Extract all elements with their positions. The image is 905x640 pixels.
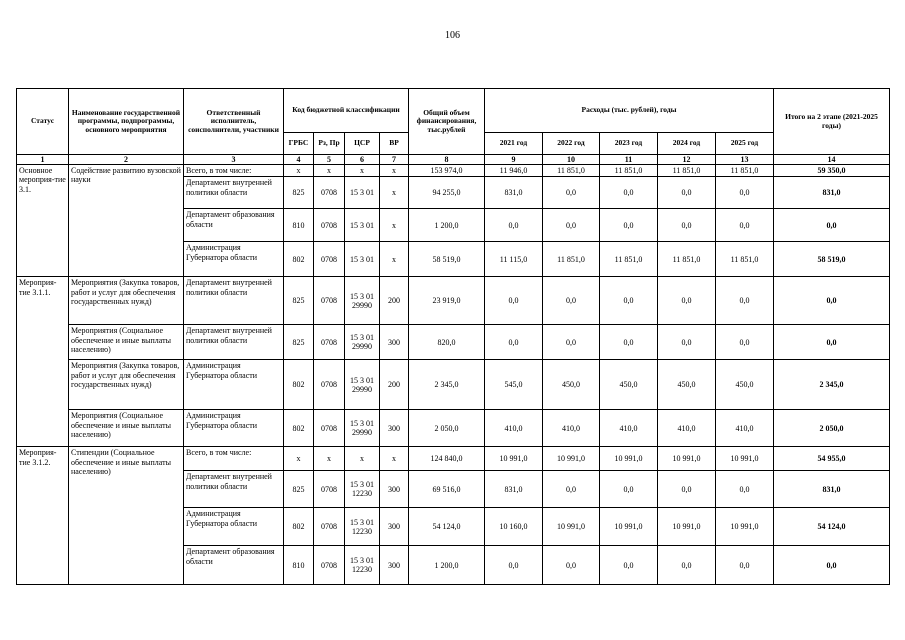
header-year: 2023 год xyxy=(600,133,658,155)
header-program-name: Наименование государственной программы, подпрограммы, основного мероприятия xyxy=(69,89,184,155)
column-number-row xyxy=(17,155,890,165)
header-grbs: ГРБС xyxy=(284,133,314,155)
vr-cell: х xyxy=(380,209,409,242)
vr-cell: 300 xyxy=(380,325,409,360)
vr-cell: 300 xyxy=(380,508,409,546)
year-cell: 0,0 xyxy=(600,209,658,242)
year-cell: 0,0 xyxy=(658,325,716,360)
year-cell: 11 115,0 xyxy=(485,242,543,277)
rzpr-cell: 0708 xyxy=(314,325,345,360)
executor-cell: Департамент внутренней политики области xyxy=(184,471,284,508)
rzpr-cell: 0708 xyxy=(314,546,345,585)
csr-cell: 15 3 01 xyxy=(345,177,380,209)
column-number: 4 xyxy=(284,155,314,165)
column-number: 14 xyxy=(774,155,890,165)
column-number: 6 xyxy=(345,155,380,165)
grbs-cell: 810 xyxy=(284,546,314,585)
year-cell: 410,0 xyxy=(485,410,543,447)
total-cell: 2 050,0 xyxy=(409,410,485,447)
column-number: 12 xyxy=(658,155,716,165)
grbs-cell: х xyxy=(284,447,314,471)
year-cell: 11 851,0 xyxy=(600,165,658,177)
year-cell: 10 991,0 xyxy=(485,447,543,471)
year-cell: 10 991,0 xyxy=(543,508,600,546)
column-number: 1 xyxy=(17,155,69,165)
year-cell: 0,0 xyxy=(543,546,600,585)
executor-cell: Всего, в том числе: xyxy=(184,165,284,177)
year-cell: 0,0 xyxy=(658,177,716,209)
year-cell: 0,0 xyxy=(543,209,600,242)
total-cell: 2 345,0 xyxy=(409,360,485,410)
name-cell: Мероприятия (Закупка товаров, работ и услуг для обеспечения государственных нужд) xyxy=(69,277,184,325)
total-cell: 94 255,0 xyxy=(409,177,485,209)
column-number: 11 xyxy=(600,155,658,165)
year-cell: 450,0 xyxy=(716,360,774,410)
year-cell: 10 991,0 xyxy=(600,508,658,546)
header-year: 2021 год xyxy=(485,133,543,155)
total-cell: 1 200,0 xyxy=(409,546,485,585)
executor-cell: Департамент внутренней политики области xyxy=(184,177,284,209)
grbs-cell: 802 xyxy=(284,242,314,277)
year-cell: 545,0 xyxy=(485,360,543,410)
year-cell: 11 851,0 xyxy=(543,242,600,277)
year-cell: 410,0 xyxy=(716,410,774,447)
header-expenses: Расходы (тыс. рублей), годы xyxy=(485,89,774,133)
rzpr-cell: 0708 xyxy=(314,471,345,508)
executor-cell: Администрация Губернатора области xyxy=(184,242,284,277)
total-cell: 1 200,0 xyxy=(409,209,485,242)
total-cell: 69 516,0 xyxy=(409,471,485,508)
header-budget-code: Код бюджетной классификации xyxy=(284,89,409,133)
year-cell: 0,0 xyxy=(600,277,658,325)
year-cell: 0,0 xyxy=(600,471,658,508)
header-rzpr: Рз, Пр xyxy=(314,133,345,155)
year-cell: 11 851,0 xyxy=(658,242,716,277)
csr-cell: 15 3 01 12230 xyxy=(345,508,380,546)
rzpr-cell: х xyxy=(314,447,345,471)
total-cell: 58 519,0 xyxy=(409,242,485,277)
table-row xyxy=(17,325,890,360)
status-cell: Основное мероприя-тие 3.1. xyxy=(17,165,69,277)
year-cell: 0,0 xyxy=(658,209,716,242)
csr-cell: 15 3 01 xyxy=(345,209,380,242)
year-cell: 0,0 xyxy=(485,325,543,360)
year-cell: 0,0 xyxy=(485,277,543,325)
name-cell: Мероприятия (Социальное обеспечение и иные выплаты населению) xyxy=(69,410,184,447)
csr-cell: х xyxy=(345,165,380,177)
csr-cell: 15 3 01 29990 xyxy=(345,325,380,360)
year-cell: 11 851,0 xyxy=(600,242,658,277)
grbs-cell: 825 xyxy=(284,177,314,209)
status-cell: Мероприя-тие 3.1.1. xyxy=(17,277,69,447)
header-csr: ЦСР xyxy=(345,133,380,155)
total-cell: 153 974,0 xyxy=(409,165,485,177)
name-cell: Мероприятия (Социальное обеспечение и иные выплаты населению) xyxy=(69,325,184,360)
header-total-stage: Итого на 2 этапе (2021-2025 годы) xyxy=(774,89,890,155)
csr-cell: 15 3 01 29990 xyxy=(345,410,380,447)
year-cell: 0,0 xyxy=(485,209,543,242)
year-cell: 0,0 xyxy=(600,177,658,209)
executor-cell: Всего, в том числе: xyxy=(184,447,284,471)
year-cell: 831,0 xyxy=(485,177,543,209)
column-number: 2 xyxy=(69,155,184,165)
year-cell: 0,0 xyxy=(658,546,716,585)
vr-cell: 200 xyxy=(380,360,409,410)
year-cell: 0,0 xyxy=(716,177,774,209)
year-cell: 10 991,0 xyxy=(600,447,658,471)
header-total-volume: Общий объем финансирования, тыс.рублей xyxy=(409,89,485,155)
column-number: 7 xyxy=(380,155,409,165)
table-row xyxy=(17,447,890,471)
stage-total-cell: 0,0 xyxy=(774,546,890,585)
year-cell: 11 946,0 xyxy=(485,165,543,177)
stage-total-cell: 54 955,0 xyxy=(774,447,890,471)
rzpr-cell: 0708 xyxy=(314,410,345,447)
year-cell: 10 991,0 xyxy=(658,447,716,471)
executor-cell: Департамент внутренней политики области xyxy=(184,277,284,325)
rzpr-cell: 0708 xyxy=(314,242,345,277)
header-year: 2024 год xyxy=(658,133,716,155)
table-row xyxy=(17,360,890,410)
year-cell: 0,0 xyxy=(543,471,600,508)
header-vr: ВР xyxy=(380,133,409,155)
csr-cell: 15 3 01 29990 xyxy=(345,360,380,410)
grbs-cell: х xyxy=(284,165,314,177)
year-cell: 450,0 xyxy=(543,360,600,410)
year-cell: 0,0 xyxy=(716,209,774,242)
year-cell: 450,0 xyxy=(600,360,658,410)
table-row xyxy=(17,277,890,325)
vr-cell: х xyxy=(380,177,409,209)
year-cell: 0,0 xyxy=(658,277,716,325)
year-cell: 11 851,0 xyxy=(658,165,716,177)
total-cell: 23 919,0 xyxy=(409,277,485,325)
executor-cell: Администрация Губернатора области xyxy=(184,508,284,546)
column-number: 10 xyxy=(543,155,600,165)
grbs-cell: 825 xyxy=(284,471,314,508)
header-year: 2022 год xyxy=(543,133,600,155)
year-cell: 0,0 xyxy=(600,325,658,360)
rzpr-cell: 0708 xyxy=(314,177,345,209)
year-cell: 0,0 xyxy=(543,277,600,325)
vr-cell: 300 xyxy=(380,410,409,447)
page-number: 106 xyxy=(445,30,460,41)
csr-cell: х xyxy=(345,447,380,471)
year-cell: 0,0 xyxy=(485,546,543,585)
vr-cell: х xyxy=(380,242,409,277)
year-cell: 10 991,0 xyxy=(716,447,774,471)
year-cell: 450,0 xyxy=(658,360,716,410)
total-cell: 124 840,0 xyxy=(409,447,485,471)
csr-cell: 15 3 01 12230 xyxy=(345,471,380,508)
vr-cell: 300 xyxy=(380,546,409,585)
year-cell: 0,0 xyxy=(543,177,600,209)
grbs-cell: 802 xyxy=(284,410,314,447)
grbs-cell: 810 xyxy=(284,209,314,242)
name-cell: Мероприятия (Закупка товаров, работ и услуг для обеспечения государственных нужд) xyxy=(69,360,184,410)
year-cell: 0,0 xyxy=(716,277,774,325)
year-cell: 10 160,0 xyxy=(485,508,543,546)
table-row xyxy=(17,165,890,177)
executor-cell: Администрация Губернатора области xyxy=(184,410,284,447)
csr-cell: 15 3 01 29990 xyxy=(345,277,380,325)
year-cell: 0,0 xyxy=(716,325,774,360)
year-cell: 11 851,0 xyxy=(716,242,774,277)
column-number: 8 xyxy=(409,155,485,165)
csr-cell: 15 3 01 xyxy=(345,242,380,277)
budget-table xyxy=(16,88,890,585)
header-year: 2025 год xyxy=(716,133,774,155)
header-responsible: Ответственный исполнитель, соисполнители, участники xyxy=(184,89,284,155)
year-cell: 0,0 xyxy=(716,471,774,508)
year-cell: 0,0 xyxy=(600,546,658,585)
year-cell: 831,0 xyxy=(485,471,543,508)
total-cell: 54 124,0 xyxy=(409,508,485,546)
year-cell: 0,0 xyxy=(716,546,774,585)
year-cell: 410,0 xyxy=(543,410,600,447)
stage-total-cell: 0,0 xyxy=(774,325,890,360)
rzpr-cell: 0708 xyxy=(314,277,345,325)
year-cell: 11 851,0 xyxy=(716,165,774,177)
executor-cell: Департамент образования области xyxy=(184,209,284,242)
executor-cell: Департамент внутренней политики области xyxy=(184,325,284,360)
rzpr-cell: х xyxy=(314,165,345,177)
name-cell: Содействие развитию вузовской науки xyxy=(69,165,184,277)
total-cell: 820,0 xyxy=(409,325,485,360)
rzpr-cell: 0708 xyxy=(314,209,345,242)
vr-cell: х xyxy=(380,165,409,177)
year-cell: 0,0 xyxy=(658,471,716,508)
stage-total-cell: 2 345,0 xyxy=(774,360,890,410)
stage-total-cell: 59 350,0 xyxy=(774,165,890,177)
csr-cell: 15 3 01 12230 xyxy=(345,546,380,585)
year-cell: 0,0 xyxy=(543,325,600,360)
table-row xyxy=(17,410,890,447)
stage-total-cell: 0,0 xyxy=(774,277,890,325)
executor-cell: Администрация Губернатора области xyxy=(184,360,284,410)
year-cell: 11 851,0 xyxy=(543,165,600,177)
column-number: 13 xyxy=(716,155,774,165)
header-status: Статус xyxy=(17,89,69,155)
stage-total-cell: 831,0 xyxy=(774,177,890,209)
year-cell: 410,0 xyxy=(658,410,716,447)
vr-cell: 200 xyxy=(380,277,409,325)
status-cell: Мероприя-тие 3.1.2. xyxy=(17,447,69,585)
budget-table-container xyxy=(16,88,889,585)
grbs-cell: 802 xyxy=(284,508,314,546)
grbs-cell: 825 xyxy=(284,325,314,360)
grbs-cell: 825 xyxy=(284,277,314,325)
year-cell: 10 991,0 xyxy=(716,508,774,546)
year-cell: 410,0 xyxy=(600,410,658,447)
stage-total-cell: 54 124,0 xyxy=(774,508,890,546)
name-cell: Стипендии (Социальное обеспечение и иные выплаты населению) xyxy=(69,447,184,585)
stage-total-cell: 831,0 xyxy=(774,471,890,508)
vr-cell: 300 xyxy=(380,471,409,508)
rzpr-cell: 0708 xyxy=(314,360,345,410)
stage-total-cell: 2 050,0 xyxy=(774,410,890,447)
column-number: 3 xyxy=(184,155,284,165)
stage-total-cell: 58 519,0 xyxy=(774,242,890,277)
column-number: 9 xyxy=(485,155,543,165)
rzpr-cell: 0708 xyxy=(314,508,345,546)
stage-total-cell: 0,0 xyxy=(774,209,890,242)
vr-cell: х xyxy=(380,447,409,471)
executor-cell: Департамент образования области xyxy=(184,546,284,585)
column-number: 5 xyxy=(314,155,345,165)
grbs-cell: 802 xyxy=(284,360,314,410)
year-cell: 10 991,0 xyxy=(543,447,600,471)
year-cell: 10 991,0 xyxy=(658,508,716,546)
